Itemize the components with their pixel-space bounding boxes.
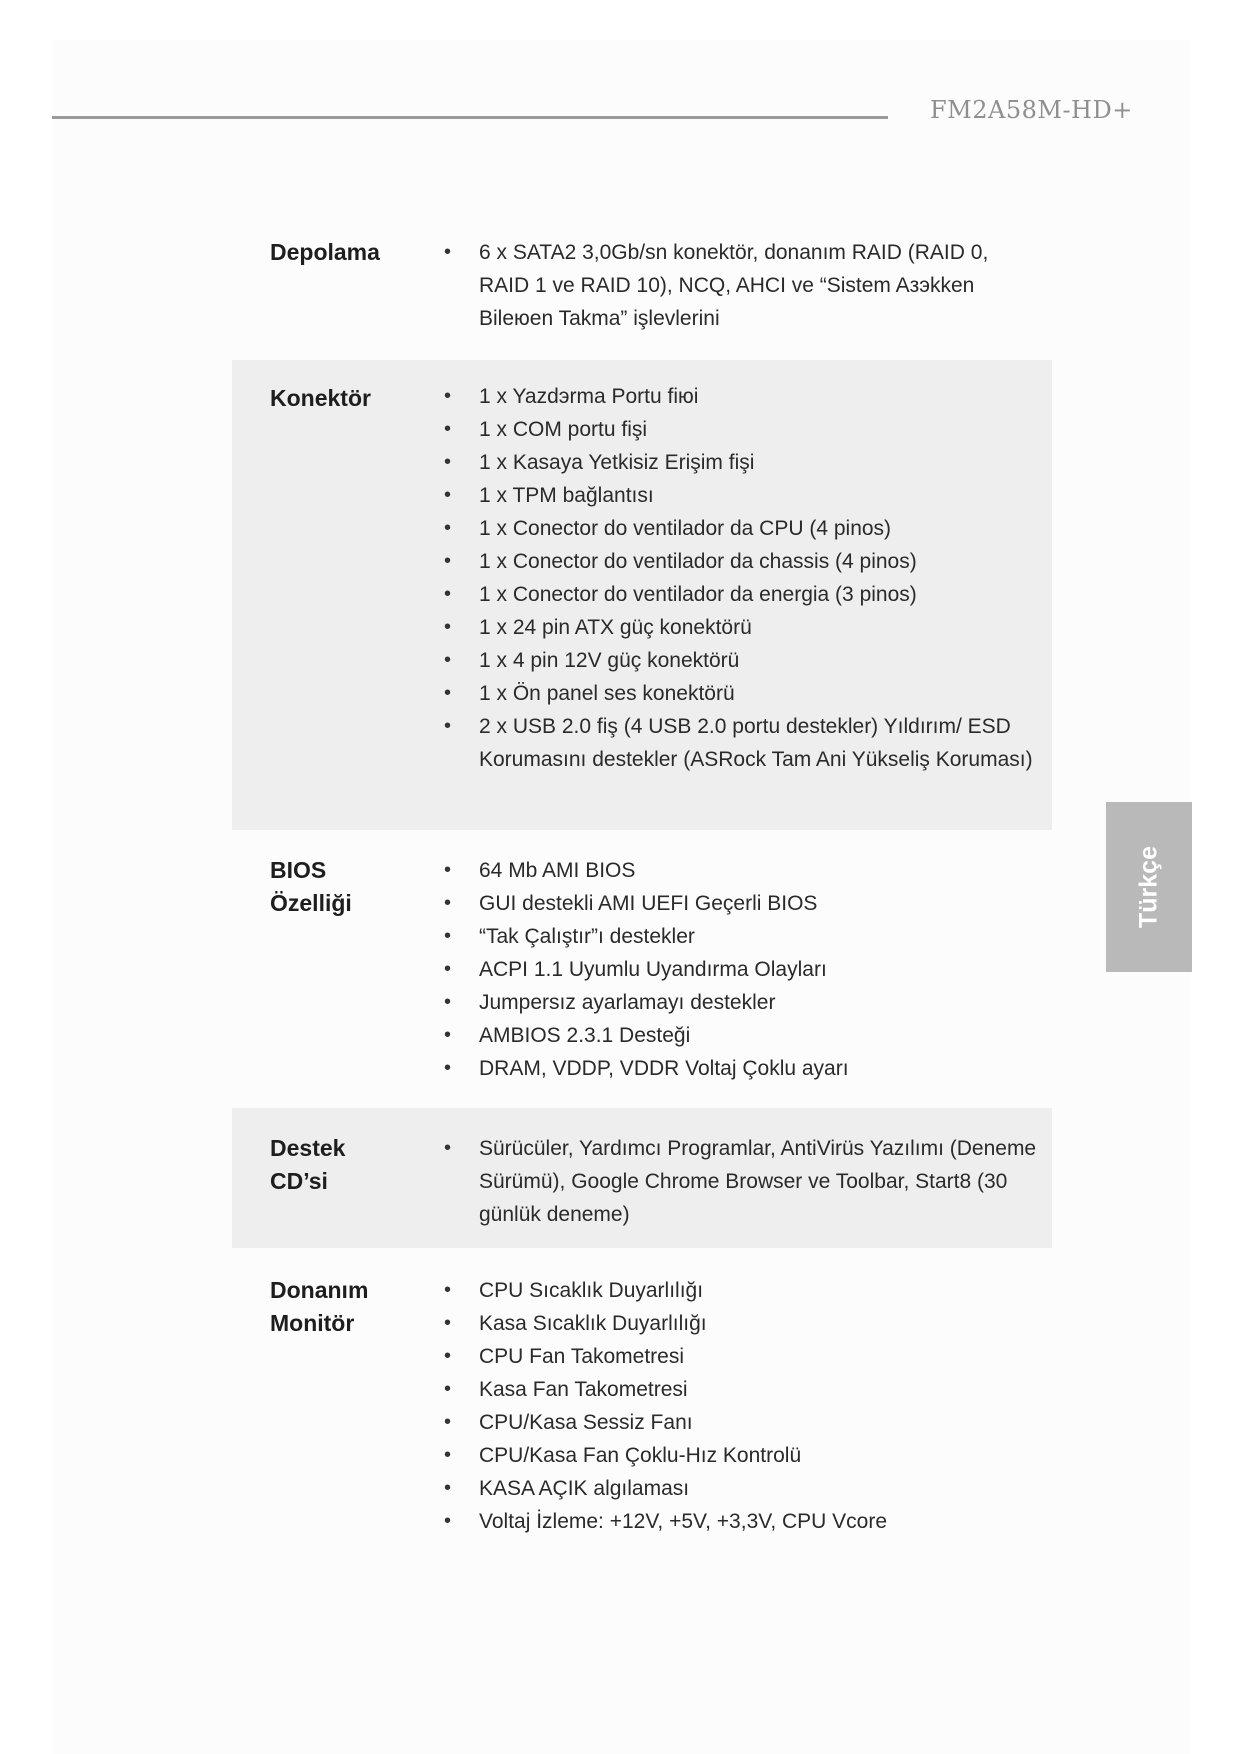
- bullet-icon: •: [444, 1444, 452, 1466]
- language-tab: [1106, 802, 1192, 972]
- spec-item: [444, 986, 1038, 1019]
- spec-item-text: 1 x Ön panel ses konektörü: [479, 682, 735, 705]
- spec-item: [444, 887, 1038, 920]
- section-label-line: Özelliği: [270, 890, 352, 916]
- spec-item-text: 1 x 24 pin ATX güç konektörü: [479, 616, 752, 639]
- bullet-icon: •: [444, 892, 452, 914]
- spec-item: [444, 1472, 1038, 1505]
- spec-list: [444, 1132, 1038, 1231]
- bullet-icon: •: [444, 517, 452, 539]
- spec-item-text: 2 x USB 2.0 fiş (4 USB 2.0 portu destekler) Yıldırım/ ESD Korumasını destekler (ASRock Tam Ani Yükseliş Koruması): [479, 715, 1033, 771]
- spec-item-text: 1 x Yazdэrma Portu fiюi: [479, 385, 699, 408]
- section-label-line: Monitör: [270, 1310, 355, 1336]
- spec-item: [444, 1019, 1038, 1052]
- spec-item: [444, 1307, 1038, 1340]
- bullet-icon: •: [444, 1137, 452, 1159]
- bullet-icon: •: [444, 991, 452, 1013]
- spec-item: [444, 512, 1038, 545]
- section-label: [270, 382, 420, 415]
- spec-item-text: Jumpersız ayarlamayı destekler: [479, 991, 776, 1014]
- spec-item-text: GUI destekli AMI UEFI Geçerli BIOS: [479, 892, 818, 915]
- bullet-icon: •: [444, 1477, 452, 1499]
- spec-item-text: CPU/Kasa Fan Çoklu-Hız Kontrolü: [479, 1444, 802, 1467]
- spec-item-text: 1 x Conector do ventilador da CPU (4 pinos): [479, 517, 892, 540]
- spec-item: [444, 1340, 1038, 1373]
- spec-item-text: 64 Mb AMI BIOS: [479, 859, 636, 882]
- spec-list: [444, 854, 1038, 1085]
- bullet-icon: •: [444, 1345, 452, 1367]
- model-title: FM2A58M-HD+: [930, 96, 1133, 124]
- spec-item-text: 1 x TPM bağlantısı: [479, 484, 654, 507]
- spec-item-text: “Tak Çalıştır”ı destekler: [479, 925, 695, 948]
- spec-item: [444, 677, 1038, 710]
- spec-section-connector: [232, 360, 1052, 830]
- spec-item: [444, 611, 1038, 644]
- spec-list: [444, 1274, 1038, 1538]
- spec-item-text: Kasa Sıcaklık Duyarlılığı: [479, 1312, 707, 1335]
- spec-section-bios: [232, 854, 1052, 1094]
- spec-item: [444, 1505, 1038, 1538]
- bullet-icon: •: [444, 649, 452, 671]
- section-label-line: Konektör: [270, 385, 371, 411]
- bullet-icon: •: [444, 1510, 452, 1532]
- bullet-icon: •: [444, 550, 452, 572]
- header-rule: [52, 116, 888, 119]
- spec-item-text: CPU/Kasa Sessiz Fanı: [479, 1411, 693, 1434]
- spec-item: [444, 1274, 1038, 1307]
- spec-item: [444, 479, 1038, 512]
- spec-item: [444, 854, 1038, 887]
- section-label-line: CD’si: [270, 1168, 328, 1194]
- section-label-line: BIOS: [270, 857, 327, 883]
- bullet-icon: •: [444, 385, 452, 407]
- bullet-icon: •: [444, 241, 452, 263]
- spec-item-text: 1 x COM portu fişi: [479, 418, 648, 441]
- language-tab-label: Türkçe: [1134, 846, 1163, 928]
- section-label-line: Destek: [270, 1135, 346, 1161]
- spec-item: [444, 1406, 1038, 1439]
- bullet-icon: •: [444, 451, 452, 473]
- bullet-icon: •: [444, 1312, 452, 1334]
- bullet-icon: •: [444, 1024, 452, 1046]
- bullet-icon: •: [444, 715, 452, 737]
- spec-item-text: 1 x 4 pin 12V güç konektörü: [479, 649, 740, 672]
- spec-section-storage: [232, 236, 1052, 336]
- bullet-icon: •: [444, 859, 452, 881]
- section-label: [270, 1132, 420, 1198]
- spec-item: [444, 236, 1038, 335]
- bullet-icon: •: [444, 1411, 452, 1433]
- spec-list: [444, 380, 1038, 776]
- spec-item-text: 1 x Conector do ventilador da chassis (4 pinos): [479, 550, 917, 573]
- spec-item-text: Sürücüler, Yardımcı Programlar, AntiVirüs Yazılımı (Deneme Sürümü), Google Chrome Browser ve Toolbar, Start8 (30 günlük deneme): [479, 1137, 1037, 1226]
- bullet-icon: •: [444, 418, 452, 440]
- spec-item: [444, 920, 1038, 953]
- spec-item: [444, 644, 1038, 677]
- spec-item-text: KASA AÇIK algılaması: [479, 1477, 690, 1500]
- bullet-icon: •: [444, 583, 452, 605]
- spec-item: [444, 446, 1038, 479]
- spec-item-text: 1 x Conector do ventilador da energia (3 pinos): [479, 583, 917, 606]
- section-label: [270, 1274, 420, 1340]
- spec-item: [444, 1052, 1038, 1085]
- spec-item: [444, 413, 1038, 446]
- spec-item: [444, 710, 1038, 776]
- section-label: [270, 854, 420, 920]
- bullet-icon: •: [444, 682, 452, 704]
- bullet-icon: •: [444, 1057, 452, 1079]
- spec-item-text: DRAM, VDDP, VDDR Voltaj Çoklu ayarı: [479, 1057, 849, 1080]
- spec-item-text: 6 x SATA2 3,0Gb/sn konektör, donanım RAID (RAID 0, RAID 1 ve RAID 10), NCQ, AHCI ve “Sistem Aзэkken Bileюen Takma” işlevlerini: [479, 241, 989, 330]
- spec-item: [444, 953, 1038, 986]
- section-label-line: Donanım: [270, 1277, 369, 1303]
- spec-item: [444, 545, 1038, 578]
- spec-item-text: AMBIOS 2.3.1 Desteği: [479, 1024, 691, 1047]
- spec-item: [444, 1373, 1038, 1406]
- bullet-icon: •: [444, 1378, 452, 1400]
- bullet-icon: •: [444, 616, 452, 638]
- section-label-line: Depolama: [270, 239, 380, 265]
- spec-section-hw-monitor: [232, 1274, 1052, 1544]
- spec-item-text: Kasa Fan Takometresi: [479, 1378, 688, 1401]
- spec-item-text: CPU Fan Takometresi: [479, 1345, 685, 1368]
- spec-item-text: CPU Sıcaklık Duyarlılığı: [479, 1279, 704, 1302]
- spec-section-support-cd: [232, 1108, 1052, 1248]
- spec-item-text: ACPI 1.1 Uyumlu Uyandırma Olayları: [479, 958, 827, 981]
- bullet-icon: •: [444, 484, 452, 506]
- spec-item: [444, 380, 1038, 413]
- bullet-icon: •: [444, 958, 452, 980]
- spec-item: [444, 1439, 1038, 1472]
- spec-item-text: 1 x Kasaya Yetkisiz Erişim fişi: [479, 451, 755, 474]
- bullet-icon: •: [444, 925, 452, 947]
- section-label: [270, 236, 420, 269]
- spec-list: [444, 236, 1038, 335]
- bullet-icon: •: [444, 1279, 452, 1301]
- spec-item: [444, 1132, 1038, 1231]
- spec-item: [444, 578, 1038, 611]
- spec-item-text: Voltaj İzleme: +12V, +5V, +3,3V, CPU Vcore: [479, 1510, 888, 1533]
